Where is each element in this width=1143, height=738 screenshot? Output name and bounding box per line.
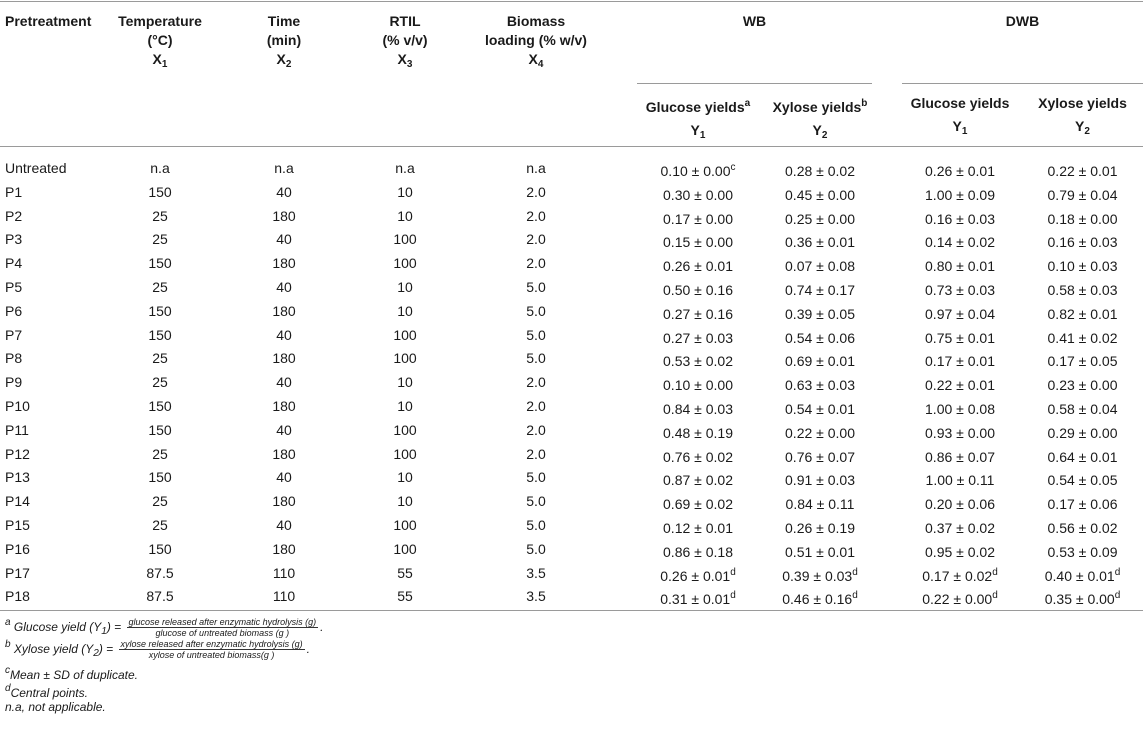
cell-time: 180 <box>272 445 296 462</box>
cell-pretreatment: P13 <box>5 469 30 486</box>
cell-biomass-loading: 2.0 <box>526 183 546 200</box>
cell-rtil: 100 <box>393 255 417 272</box>
cell-pretreatment: P14 <box>5 493 30 510</box>
cell-temperature: 150 <box>148 302 172 319</box>
cell-wb-xylose: 0.63 ± 0.03 <box>785 377 855 394</box>
wb-group-rule <box>637 83 872 84</box>
cell-biomass-loading: 5.0 <box>526 540 546 557</box>
cell-time: 180 <box>272 302 296 319</box>
cell-rtil: 100 <box>393 540 417 557</box>
cell-temperature: 25 <box>152 493 168 510</box>
footnote-b: $^b$ Xylose yield $(Y_2)$ = $\frac{\text{xylose released after enzymatic hydrolysis (g)}}{\text{xylose of untreated biomass(g )}}$ . <box>5 639 310 661</box>
cell-biomass-loading: 5.0 <box>526 302 546 319</box>
header-dwb-glucose: Glucose yields $Y_1$ <box>910 95 1010 137</box>
cell-rtil: 10 <box>397 183 413 200</box>
cell-dwb-glucose: 0.75 ± 0.01 <box>925 329 995 346</box>
cell-time: 180 <box>272 207 296 224</box>
cell-wb-glucose: 0.26 ± 0.01 <box>663 258 733 275</box>
cell-dwb-xylose: 0.40 ± 0.01$^d$ <box>1044 566 1121 584</box>
cell-rtil: 55 <box>397 564 413 581</box>
cell-temperature: 25 <box>152 279 168 295</box>
cell-wb-glucose: 0.17 ± 0.00 <box>663 210 733 227</box>
footnote-a: $^a$ Glucose yield $(Y_1)$ = $\frac{\text{glucose released after enzymatic hydrolysis (g)}}{\text{glucose of untreated biomass (g )}}$ . <box>5 617 324 639</box>
cell-temperature: 25 <box>152 374 168 391</box>
cell-dwb-glucose: 0.16 ± 0.03 <box>925 210 995 227</box>
table-row <box>0 324 1143 346</box>
cell-dwb-xylose: 0.82 ± 0.01 <box>1047 305 1118 322</box>
cell-dwb-glucose: 0.93 ± 0.00 <box>925 424 995 441</box>
table-row <box>0 157 1143 179</box>
cell-wb-xylose: 0.45 ± 0.00 <box>785 186 855 203</box>
cell-dwb-glucose: 0.86 ± 0.07 <box>925 448 995 465</box>
cell-pretreatment: P12 <box>5 445 30 462</box>
cell-temperature: 87.5 <box>146 588 174 605</box>
cell-dwb-xylose: 0.17 ± 0.06 <box>1047 496 1118 513</box>
cell-dwb-glucose: 0.20 ± 0.06 <box>925 496 995 513</box>
cell-wb-xylose: 0.36 ± 0.01 <box>785 234 855 251</box>
header-wb-glucose: Glucose yields$^a$ $Y_1$ <box>645 98 751 141</box>
cell-wb-xylose: 0.91 ± 0.03 <box>785 472 855 489</box>
footnote-c: $^c$Mean ± SD of duplicate. <box>5 665 138 682</box>
cell-pretreatment: Untreated <box>5 160 67 176</box>
cell-time: 180 <box>272 493 296 510</box>
cell-pretreatment: P9 <box>5 374 23 391</box>
cell-dwb-glucose: 0.37 ± 0.02 <box>925 520 995 536</box>
cell-pretreatment: P17 <box>5 564 30 581</box>
table-row <box>0 443 1143 465</box>
cell-rtil: 55 <box>397 588 413 605</box>
cell-wb-glucose: 0.27 ± 0.16 <box>663 305 733 322</box>
table-row <box>0 466 1143 488</box>
cell-temperature: 150 <box>148 183 172 200</box>
cell-dwb-glucose: 0.17 ± 0.02$^d$ <box>922 566 998 584</box>
cell-time: 110 <box>272 588 296 605</box>
cell-pretreatment: P18 <box>5 588 30 605</box>
cell-biomass-loading: 5.0 <box>526 517 546 533</box>
cell-dwb-xylose: 0.64 ± 0.01 <box>1047 448 1118 465</box>
table-row <box>0 419 1143 441</box>
footnote-d: $^d$Central points. <box>5 683 88 700</box>
cell-dwb-glucose: 0.95 ± 0.02 <box>925 543 995 560</box>
header-biomass-loading: Biomass loading (% w/v) $X_4$ <box>485 13 587 70</box>
cell-dwb-glucose: 0.80 ± 0.01 <box>925 258 995 275</box>
cell-rtil: 100 <box>393 326 417 343</box>
cell-dwb-xylose: 0.58 ± 0.04 <box>1047 401 1118 417</box>
cell-dwb-xylose: 0.41 ± 0.02 <box>1047 329 1118 346</box>
cell-temperature: 150 <box>148 398 172 414</box>
cell-temperature: 87.5 <box>146 564 174 581</box>
cell-dwb-xylose: 0.10 ± 0.03 <box>1047 258 1118 275</box>
cell-pretreatment: P4 <box>5 255 23 272</box>
cell-dwb-glucose: 0.73 ± 0.03 <box>925 282 995 298</box>
cell-wb-xylose: 0.28 ± 0.02 <box>785 163 855 179</box>
cell-rtil: 10 <box>397 398 413 414</box>
table-row <box>0 490 1143 512</box>
cell-temperature: 25 <box>152 350 168 367</box>
cell-temperature: 150 <box>148 469 172 486</box>
cell-biomass-loading: n.a <box>526 160 546 176</box>
cell-time: 180 <box>272 540 296 557</box>
cell-time: 40 <box>276 517 292 533</box>
cell-wb-xylose: 0.39 ± 0.05 <box>785 305 855 322</box>
cell-dwb-glucose: 0.22 ± 0.01 <box>925 377 995 394</box>
cell-rtil: 100 <box>393 231 417 248</box>
cell-wb-xylose: 0.25 ± 0.00 <box>785 210 855 227</box>
cell-pretreatment: P3 <box>5 231 23 248</box>
cell-dwb-xylose: 0.23 ± 0.00 <box>1047 377 1118 394</box>
cell-dwb-glucose: 0.26 ± 0.01 <box>925 163 995 179</box>
cell-dwb-xylose: 0.56 ± 0.02 <box>1047 520 1118 536</box>
cell-wb-glucose: 0.12 ± 0.01 <box>663 520 733 536</box>
table-row <box>0 562 1143 584</box>
cell-dwb-xylose: 0.35 ± 0.00$^d$ <box>1044 590 1121 608</box>
table-top-rule <box>0 1 1143 2</box>
cell-biomass-loading: 2.0 <box>526 445 546 462</box>
cell-pretreatment: P7 <box>5 326 23 343</box>
cell-biomass-loading: 2.0 <box>526 231 546 248</box>
cell-wb-glucose: 0.50 ± 0.16 <box>663 282 733 298</box>
cell-time: 40 <box>276 469 292 486</box>
cell-temperature: 25 <box>152 517 168 533</box>
cell-dwb-glucose: 1.00 ± 0.08 <box>925 401 995 417</box>
cell-dwb-glucose: 0.97 ± 0.04 <box>925 305 995 322</box>
table-row <box>0 228 1143 250</box>
cell-pretreatment: P15 <box>5 517 30 533</box>
cell-rtil: 10 <box>397 279 413 295</box>
cell-dwb-glucose: 1.00 ± 0.09 <box>925 186 995 203</box>
cell-dwb-glucose: 0.14 ± 0.02 <box>925 234 995 251</box>
cell-wb-glucose: 0.86 ± 0.18 <box>663 543 733 560</box>
cell-biomass-loading: 3.5 <box>526 564 546 581</box>
cell-dwb-xylose: 0.53 ± 0.09 <box>1047 543 1118 560</box>
cell-dwb-xylose: 0.22 ± 0.01 <box>1047 163 1118 179</box>
cell-wb-xylose: 0.39 ± 0.03$^d$ <box>782 566 858 584</box>
cell-time: 180 <box>272 398 296 414</box>
cell-wb-glucose: 0.26 ± 0.01$^d$ <box>660 566 736 584</box>
cell-temperature: 150 <box>148 326 172 343</box>
cell-time: 40 <box>276 421 292 438</box>
table-row <box>0 181 1143 203</box>
cell-dwb-xylose: 0.54 ± 0.05 <box>1047 472 1118 489</box>
cell-wb-glucose: 0.31 ± 0.01$^d$ <box>660 590 736 608</box>
cell-biomass-loading: 5.0 <box>526 350 546 367</box>
cell-wb-glucose: 0.76 ± 0.02 <box>663 448 733 465</box>
cell-temperature: 150 <box>148 421 172 438</box>
cell-biomass-loading: 2.0 <box>526 421 546 438</box>
cell-wb-xylose: 0.74 ± 0.17 <box>785 282 855 298</box>
header-rtil: RTIL (% v/v) $X_3$ <box>382 13 428 70</box>
cell-dwb-xylose: 0.16 ± 0.03 <box>1047 234 1118 251</box>
cell-wb-glucose: 0.69 ± 0.02 <box>663 496 733 513</box>
cell-temperature: 25 <box>152 445 168 462</box>
cell-rtil: 10 <box>397 493 413 510</box>
footnote-na: n.a, not applicable. <box>5 700 106 714</box>
cell-biomass-loading: 2.0 <box>526 374 546 391</box>
cell-pretreatment: P10 <box>5 398 30 414</box>
cell-rtil: 10 <box>397 302 413 319</box>
header-time: Time (min) $X_2$ <box>266 13 302 70</box>
cell-wb-xylose: 0.22 ± 0.00 <box>785 424 855 441</box>
cell-rtil: 100 <box>393 350 417 367</box>
table-row <box>0 300 1143 322</box>
cell-wb-glucose: 0.87 ± 0.02 <box>663 472 733 489</box>
cell-dwb-xylose: 0.58 ± 0.03 <box>1047 282 1118 298</box>
table-row <box>0 514 1143 536</box>
table-row <box>0 538 1143 560</box>
header-bottom-rule <box>0 146 1143 147</box>
table-row <box>0 276 1143 298</box>
cell-wb-xylose: 0.54 ± 0.01 <box>785 401 855 417</box>
cell-rtil: 10 <box>397 469 413 486</box>
cell-temperature: n.a <box>150 160 170 176</box>
cell-rtil: 10 <box>397 207 413 224</box>
cell-dwb-xylose: 0.29 ± 0.00 <box>1047 424 1118 441</box>
cell-biomass-loading: 5.0 <box>526 279 546 295</box>
cell-pretreatment: P2 <box>5 207 23 224</box>
cell-time: 40 <box>276 231 292 248</box>
cell-rtil: 10 <box>397 374 413 391</box>
cell-rtil: 100 <box>393 517 417 533</box>
cell-biomass-loading: 2.0 <box>526 398 546 414</box>
table-row <box>0 205 1143 227</box>
table-row <box>0 395 1143 417</box>
cell-time: 40 <box>276 183 292 200</box>
cell-rtil: 100 <box>393 421 417 438</box>
dwb-group-rule <box>902 83 1143 84</box>
cell-dwb-xylose: 0.17 ± 0.05 <box>1047 353 1118 370</box>
header-wb: WB <box>742 13 767 29</box>
cell-temperature: 25 <box>152 231 168 248</box>
header-dwb-xylose: Xylose yields $Y_2$ <box>1038 95 1127 137</box>
cell-pretreatment: P6 <box>5 302 23 319</box>
cell-wb-glucose: 0.48 ± 0.19 <box>663 424 733 441</box>
header-pretreatment: Pretreatment <box>5 13 92 29</box>
cell-wb-xylose: 0.84 ± 0.11 <box>785 496 855 513</box>
cell-time: 40 <box>276 326 292 343</box>
cell-dwb-xylose: 0.18 ± 0.00 <box>1047 210 1118 227</box>
cell-wb-glucose: 0.27 ± 0.03 <box>663 329 733 346</box>
cell-time: 180 <box>272 255 296 272</box>
cell-biomass-loading: 5.0 <box>526 326 546 343</box>
cell-biomass-loading: 3.5 <box>526 588 546 605</box>
cell-wb-glucose: 0.10 ± 0.00 <box>663 377 733 394</box>
header-temperature: Temperature (°C) $X_1$ <box>118 13 202 70</box>
cell-wb-glucose: 0.10 ± 0.00$^c$ <box>660 162 736 179</box>
table-row <box>0 371 1143 393</box>
cell-wb-glucose: 0.30 ± 0.00 <box>663 186 733 203</box>
cell-rtil: 100 <box>393 445 417 462</box>
cell-biomass-loading: 2.0 <box>526 207 546 224</box>
cell-time: n.a <box>274 160 294 176</box>
cell-wb-glucose: 0.53 ± 0.02 <box>663 353 733 370</box>
cell-wb-glucose: 0.84 ± 0.03 <box>663 401 733 417</box>
cell-wb-xylose: 0.76 ± 0.07 <box>785 448 855 465</box>
table-row <box>0 585 1143 607</box>
cell-time: 40 <box>276 374 292 391</box>
cell-wb-xylose: 0.46 ± 0.16$^d$ <box>782 590 858 608</box>
cell-wb-xylose: 0.54 ± 0.06 <box>785 329 855 346</box>
table-row <box>0 347 1143 369</box>
cell-temperature: 150 <box>148 255 172 272</box>
cell-dwb-xylose: 0.79 ± 0.04 <box>1047 186 1118 203</box>
cell-biomass-loading: 5.0 <box>526 493 546 510</box>
header-wb-xylose: Xylose yields$^b$ $Y_2$ <box>772 98 868 141</box>
header-dwb: DWB <box>1005 13 1040 29</box>
cell-temperature: 150 <box>148 540 172 557</box>
cell-time: 40 <box>276 279 292 295</box>
cell-dwb-glucose: 1.00 ± 0.11 <box>925 472 995 489</box>
cell-biomass-loading: 5.0 <box>526 469 546 486</box>
cell-pretreatment: P11 <box>5 421 29 438</box>
cell-pretreatment: P5 <box>5 279 23 295</box>
cell-time: 110 <box>272 564 296 581</box>
cell-pretreatment: P8 <box>5 350 23 367</box>
cell-dwb-glucose: 0.17 ± 0.01 <box>925 353 995 370</box>
cell-biomass-loading: 2.0 <box>526 255 546 272</box>
cell-wb-xylose: 0.51 ± 0.01 <box>785 543 855 560</box>
cell-wb-xylose: 0.07 ± 0.08 <box>785 258 855 275</box>
cell-rtil: n.a <box>395 160 415 176</box>
cell-wb-glucose: 0.15 ± 0.00 <box>663 234 733 251</box>
cell-pretreatment: P1 <box>5 183 23 200</box>
cell-wb-xylose: 0.26 ± 0.19 <box>785 520 855 536</box>
cell-wb-xylose: 0.69 ± 0.01 <box>785 353 855 370</box>
table-row <box>0 252 1143 274</box>
cell-pretreatment: P16 <box>5 540 30 557</box>
cell-dwb-glucose: 0.22 ± 0.00$^d$ <box>922 590 998 608</box>
cell-temperature: 25 <box>152 207 168 224</box>
cell-time: 180 <box>272 350 296 367</box>
